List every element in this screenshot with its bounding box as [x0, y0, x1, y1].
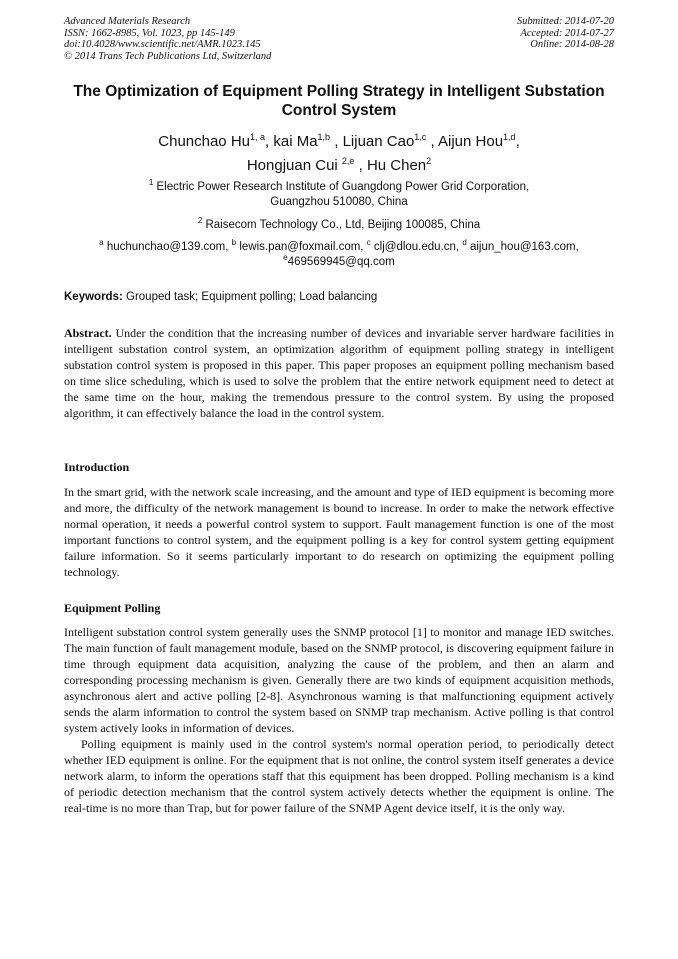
keywords-label: Keywords: [64, 291, 123, 303]
author-line-2: Hongjuan Cui $^{2,e}$ , Hu Chen$^2$ [246, 156, 432, 174]
affiliation-line: Raisecom Technology Co., Ltd, Beijing 100085, China [205, 219, 481, 231]
email-sup: e [283, 253, 288, 262]
author-sup: 1,b [317, 132, 331, 142]
email-sup: b [231, 238, 237, 247]
affiliation-line: Guangzhou 510080, China [270, 196, 408, 208]
paragraph: In the smart grid, with the network scale increasing, and the amount and type of IED equipment is becoming more and more, the difficulty of the network management is bound to increase. In order to make the network effective normal operation, it needs a powerful control system to support. Fault management function is one of the most important functions to control system, and the equipment polling is a key for control system getting equipment failure information. So it seems particularly important to do research on optimizing the equipment polling technology. [64, 485, 614, 579]
abstract-label: Abstract. [64, 326, 112, 340]
author-sup: 2,e [341, 156, 355, 166]
doi-line: doi:10.4028/www.scientific.net/AMR.1023.145 [64, 39, 261, 50]
equipment-polling-body [64, 624, 614, 816]
email-sup: d [462, 238, 467, 247]
author-sup: 1,d [503, 132, 516, 142]
keywords-text: Grouped task; Equipment polling; Load balancing [126, 291, 378, 303]
copyright-line: © 2014 Trans Tech Publications Ltd, Switzerland [64, 50, 272, 62]
paper-title: The Optimization of Equipment Polling Strategy in Intelligent Substation Control System [73, 83, 605, 119]
email-address: 469569945@qq.com [287, 256, 395, 268]
email-address: huchunchao@139.com, [106, 241, 229, 253]
submitted-date: Submitted: 2014-07-20 [516, 16, 614, 27]
author-sup: 1,c [414, 132, 427, 142]
author-name: Hu Chen [366, 157, 427, 174]
author-list [40, 130, 638, 178]
author-name: Chunchao Hu [158, 133, 250, 150]
email-list [40, 240, 638, 270]
affiliation-line: Electric Power Research Institute of Guangdong Power Grid Corporation, [156, 181, 530, 193]
section-heading-introduction: Introduction [64, 460, 130, 474]
abstract-text: Under the condition that the increasing number of devices and invariable server hardware facilities in intelligent substation control system, an optimization algorithm of equipment polling strategy in intelligent substation control system is proposed in this paper. This paper proposes an equipment polling mechanism based on time slice scheduling, which is used to solve the problem that the entire network equipment need to detect at the same time on the hour, making the tremendous pressure to the control system. By using the proposed algorithm, it can effectively balance the load in the control system. [64, 326, 614, 420]
section-heading-equipment-polling: Equipment Polling [64, 601, 161, 615]
email-sup: a [99, 238, 104, 247]
keywords-line [64, 290, 624, 304]
abstract [64, 325, 614, 421]
paragraph: Intelligent substation control system generally uses the SNMP protocol [1] to monitor and manage IED switches. The main function of fault management module, based on the SNMP protocol, is discovering equipment failure in time through equipment data acquisition, analyzing the cause of the problem, and then an alarm and corresponding processing mechanism is given. Generally there are two kinds of equipment acquisition methods, asynchronous alert and active polling [2-8]. Asynchronous warning is that malfunctioning equipment actively sends the alarm information to control the system based on SNMP trap mechanism. Active polling is that control system actively looks in information of devices. [64, 625, 614, 735]
email-address: aijun_hou@163.com, [469, 241, 579, 253]
affiliation-2 [40, 218, 638, 233]
author-name: Lijuan Cao [342, 133, 415, 150]
email-sup: c [366, 238, 371, 247]
issn-line: ISSN: 1662-8985, Vol. 1023, pp 145-149 [64, 27, 235, 39]
affiliation-sup: 1 [148, 178, 154, 187]
introduction-body [64, 484, 614, 580]
author-line-1: Chunchao Hu$^{1, a}$, kai Ma$^{1,b}$ , Lijuan Cao$^{1,c}$ , Aijun Hou$^{1,d}$, [158, 132, 520, 150]
author-sup: 1, a [250, 132, 266, 142]
email-address: clj@dlou.edu.cn, [373, 241, 460, 253]
paragraph: Polling equipment is mainly used in the control system's normal operation period, to periodically detect whether IED equipment is online. For the equipment that is not online, the control system itself generates a device network alarm, to inform the operations staff that this equipment has been dropped. Polling mechanism is a kind of periodic detection mechanism that the control system actively detects whether the equipment is online. The real-time is no more than Trap, but for power failure of the SNMP Agent device itself, it is the only way. [64, 737, 614, 815]
journal-name: Advanced Materials Research [64, 16, 191, 27]
dates-header [517, 16, 614, 51]
online-date: Online: 2014-08-28 [530, 39, 614, 50]
journal-header [64, 16, 271, 62]
email-address: lewis.pan@foxmail.com, [239, 241, 364, 253]
affiliation-1 [40, 180, 638, 210]
accepted-date: Accepted: 2014-07-27 [520, 27, 614, 39]
author-name: kai Ma [273, 133, 318, 150]
affiliation-sup: 2 [197, 216, 203, 225]
author-sup: 2 [426, 156, 432, 166]
author-name: Hongjuan Cui [246, 157, 342, 174]
author-name: Aijun Hou [438, 133, 504, 150]
